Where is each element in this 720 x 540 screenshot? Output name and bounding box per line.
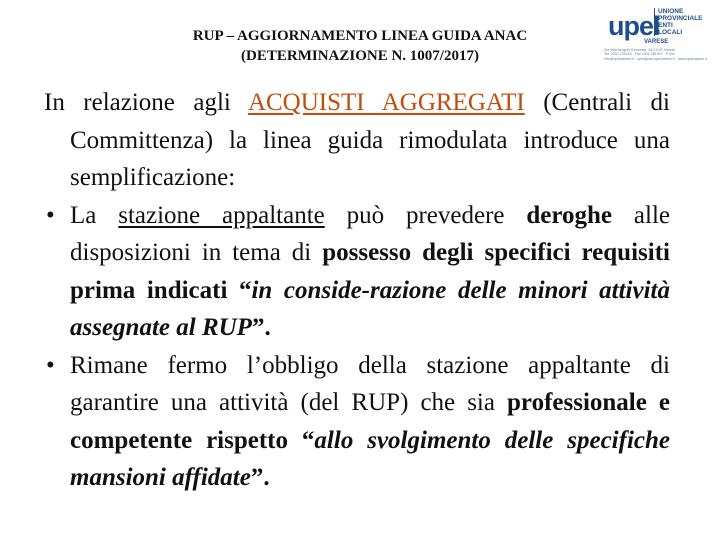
bullet-item-obbligo	[44, 347, 670, 497]
text-run: Rimane fermo l’obbligo della stazione appaltante di garantire una attività (del RUP) che sia	[70, 351, 670, 416]
intro-rest: (Centrali di Committenza) la linea guida rimodulata introduce una semplificazione:	[70, 89, 670, 191]
logo-org-line: LOCALI	[658, 29, 683, 36]
bullet-item-deroghe	[44, 197, 670, 347]
bullet-marker: •	[46, 201, 55, 229]
logo-org-name	[654, 8, 714, 36]
bold-italic-quote: in conside-razione delle minori attività assegnate al RUP	[70, 276, 670, 341]
logo-address	[604, 48, 716, 61]
bold-term: ”.	[250, 464, 270, 491]
logo-address-line: info@upelvarese.it · upel@pec.upelvarese.it · www.upelvarese.it	[604, 56, 707, 61]
intro-prefix: In relazione agli	[44, 89, 248, 116]
logo-address-line: Tel. 0332 235315 · Fax 0332 281907 · P.IVA	[604, 52, 675, 57]
bold-term: deroghe	[526, 201, 613, 229]
bold-term: possesso degli specifici requisiti prima indicati “	[70, 239, 670, 304]
intro-paragraph	[44, 84, 670, 197]
upel-logo	[604, 6, 716, 66]
logo-org-line: UNIONE	[658, 8, 684, 15]
logo-org-line: ENTI	[658, 22, 673, 29]
underlined-term: stazione appaltante	[118, 201, 325, 229]
slide-body	[44, 84, 670, 497]
bold-term: professionale e competente rispetto “	[70, 389, 671, 454]
logo-brand-text: upel	[608, 11, 660, 41]
bullet-marker: •	[46, 351, 55, 379]
bullet-list	[44, 197, 670, 497]
slide-title-line1: RUP – AGGIORNAMENTO LINEA GUIDA ANAC	[192, 28, 528, 44]
logo-city: VARESE	[644, 39, 669, 45]
slide-title-line2: (DETERMINAZIONE N. 1007/2017)	[241, 48, 479, 64]
text-run: La	[70, 201, 119, 229]
text-run: può prevedere	[324, 201, 527, 229]
logo-org-line: PROVINCIALE	[658, 15, 703, 22]
logo-address-line: Via Villa Arrigoni Genovesi, 28 21100 Varese	[604, 48, 676, 52]
bold-italic-quote: allo svolgimento delle specifiche mansioni affidate	[70, 426, 670, 491]
text-run: alle disposizioni in tema di	[70, 201, 670, 266]
slide-title	[120, 26, 600, 66]
intro-highlight: ACQUISTI AGGREGATI	[247, 89, 525, 116]
bold-term: ”.	[251, 314, 271, 341]
